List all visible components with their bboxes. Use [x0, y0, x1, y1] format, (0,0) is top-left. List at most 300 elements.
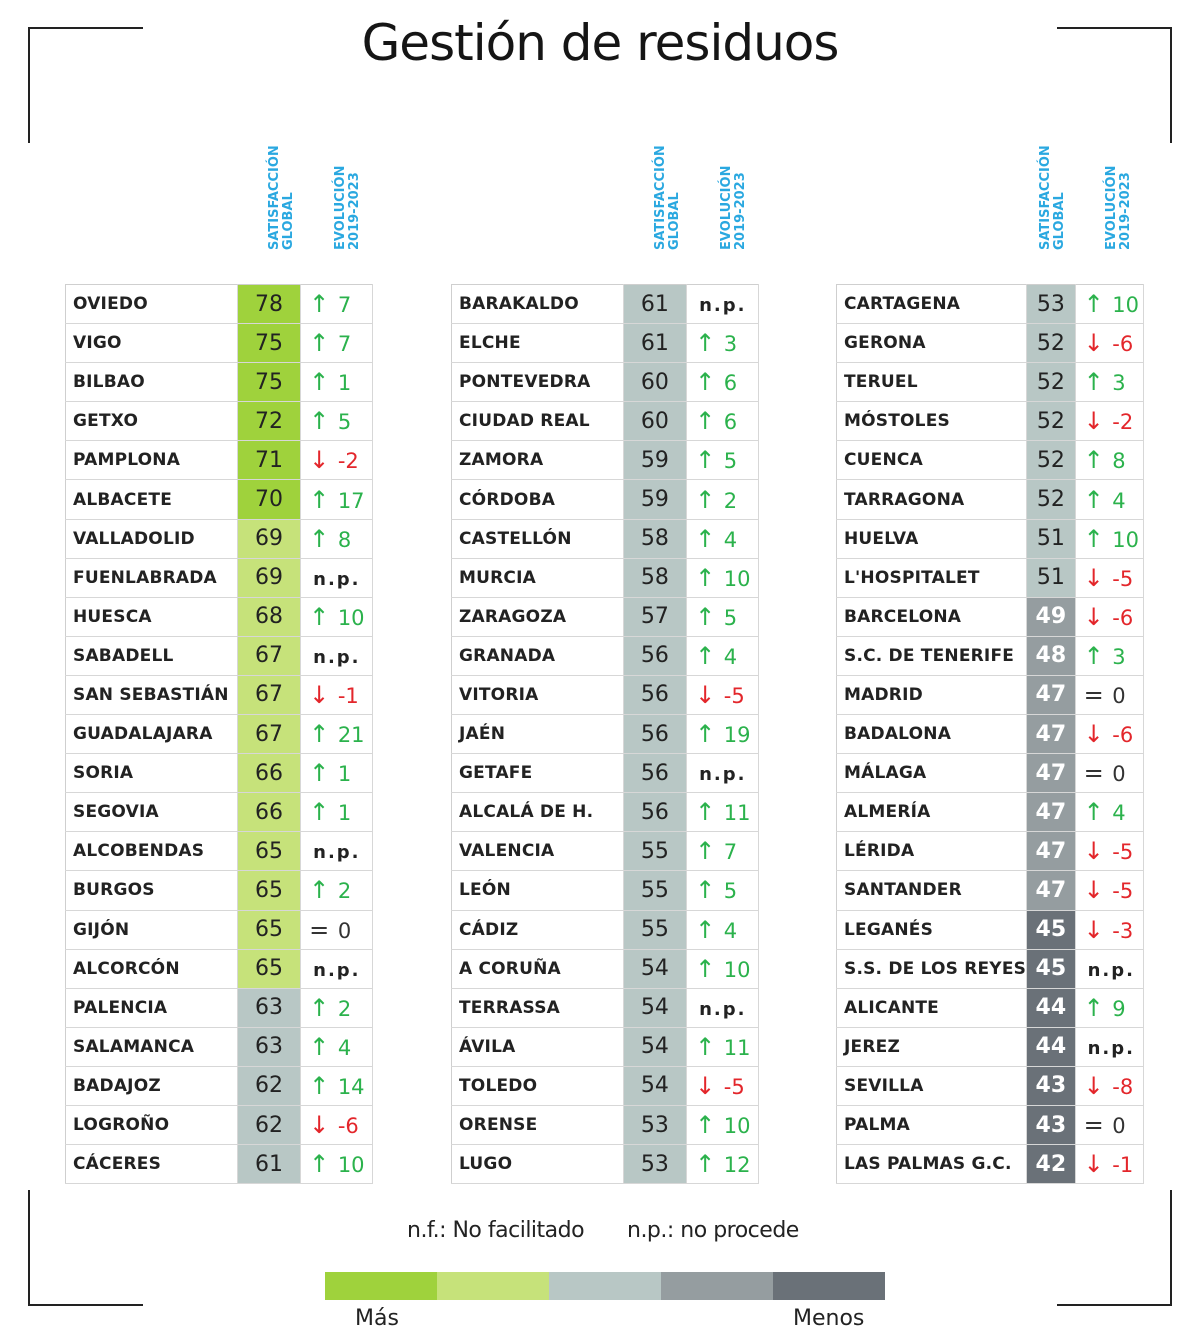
- satisfaction-value: 47: [1027, 675, 1076, 714]
- evolution-value: [1075, 793, 1143, 832]
- arrow-up-icon: ↑: [1083, 641, 1104, 670]
- arrow-up-icon: ↑: [695, 798, 716, 827]
- evolution-value: [1075, 480, 1143, 519]
- arrow-up-icon: ↑: [309, 798, 330, 827]
- table-row: [66, 363, 373, 402]
- arrow-up-icon: ↑: [695, 1111, 716, 1140]
- satisfaction-value: 69: [237, 558, 300, 597]
- table-row: [837, 597, 1144, 636]
- city-name: BARAKALDO: [452, 285, 624, 324]
- arrow-up-icon: ↑: [695, 1150, 716, 1179]
- evolution-number: 10: [717, 957, 751, 982]
- city-name: MÓSTOLES: [837, 402, 1027, 441]
- header-evolution: [689, 150, 751, 278]
- table-row: [66, 910, 373, 949]
- evolution-value: [1075, 1027, 1143, 1066]
- satisfaction-value: 53: [623, 1105, 687, 1144]
- legend-np: n.p.: no procede: [627, 1218, 799, 1243]
- evolution-value: [1075, 675, 1143, 714]
- table-row: [452, 402, 759, 441]
- evolution-value: [687, 793, 759, 832]
- evolution-number: 4: [1105, 801, 1126, 826]
- table-row: [452, 715, 759, 754]
- np-text: n.p.: [699, 998, 747, 1020]
- bracket-bl-v: [28, 1190, 30, 1306]
- satisfaction-value: 55: [623, 832, 687, 871]
- table-row: [452, 832, 759, 871]
- table-row: [837, 715, 1144, 754]
- table-row: [66, 636, 373, 675]
- city-name: ALCOBENDAS: [66, 832, 238, 871]
- satisfaction-value: 71: [237, 441, 300, 480]
- evolution-number: 7: [331, 332, 352, 357]
- header-satisfaction: [623, 145, 685, 278]
- arrow-down-icon: ↓: [1083, 329, 1104, 358]
- evolution-number: 0: [331, 918, 352, 943]
- evolution-number: -6: [1105, 332, 1134, 357]
- evolution-number: 8: [1105, 449, 1126, 474]
- city-name: LÉRIDA: [837, 832, 1027, 871]
- city-name: SEVILLA: [837, 1066, 1027, 1105]
- city-name: GETXO: [66, 402, 238, 441]
- city-name: LEÓN: [452, 871, 624, 910]
- header-evolution: [1074, 150, 1136, 278]
- satisfaction-value: 58: [623, 558, 687, 597]
- table-row: [66, 793, 373, 832]
- evolution-value: [1075, 910, 1143, 949]
- table-row: [837, 402, 1144, 441]
- satisfaction-value: 72: [237, 402, 300, 441]
- satisfaction-value: 57: [623, 597, 687, 636]
- bracket-tr-h: [1057, 27, 1172, 29]
- satisfaction-value: 59: [623, 480, 687, 519]
- header-satisfaction-line: SATISFACCIÓN: [267, 145, 282, 250]
- arrow-down-icon: ↓: [1083, 602, 1104, 631]
- table-row: [452, 363, 759, 402]
- evolution-number: -2: [331, 449, 359, 474]
- arrow-down-icon: ↓: [309, 1111, 330, 1140]
- evolution-number: 4: [1105, 488, 1126, 513]
- bracket-tl-h: [28, 27, 143, 29]
- evolution-value: [687, 636, 759, 675]
- header-evolution-line: EVOLUCIÓN: [333, 165, 348, 250]
- table-row: [837, 1105, 1144, 1144]
- table-row: [66, 754, 373, 793]
- satisfaction-value: 66: [237, 793, 300, 832]
- satisfaction-value: 43: [1027, 1105, 1076, 1144]
- city-name: MÁLAGA: [837, 754, 1027, 793]
- satisfaction-value: 55: [623, 871, 687, 910]
- satisfaction-value: 67: [237, 636, 300, 675]
- satisfaction-value: 65: [237, 949, 300, 988]
- city-name: CÁCERES: [66, 1145, 238, 1184]
- evolution-number: -8: [1105, 1074, 1134, 1099]
- satisfaction-value: 61: [623, 324, 687, 363]
- satisfaction-value: 44: [1027, 1027, 1076, 1066]
- table-row: [452, 793, 759, 832]
- city-name: ALBACETE: [66, 480, 238, 519]
- city-name: S.C. DE TENERIFE: [837, 636, 1027, 675]
- table-row: [452, 480, 759, 519]
- city-name: VIGO: [66, 324, 238, 363]
- table-row: [452, 988, 759, 1027]
- header-evolution-line: EVOLUCIÓN: [1104, 165, 1119, 250]
- evolution-value: [687, 754, 759, 793]
- satisfaction-value: 47: [1027, 871, 1076, 910]
- arrow-down-icon: ↓: [1083, 915, 1104, 944]
- satisfaction-value: 58: [623, 519, 687, 558]
- evolution-value: [301, 1066, 373, 1105]
- satisfaction-value: 52: [1027, 480, 1076, 519]
- city-name: CASTELLÓN: [452, 519, 624, 558]
- evolution-value: [687, 1066, 759, 1105]
- city-name: CUENCA: [837, 441, 1027, 480]
- header-evolution-line: 2019-2023: [347, 172, 362, 250]
- evolution-number: 10: [1105, 527, 1140, 552]
- satisfaction-value: 62: [237, 1066, 300, 1105]
- arrow-down-icon: ↓: [1083, 876, 1104, 905]
- satisfaction-value: 55: [623, 910, 687, 949]
- evolution-number: 0: [1105, 762, 1126, 787]
- bracket-bl-h: [28, 1304, 143, 1306]
- arrow-up-icon: ↑: [1083, 485, 1104, 514]
- evolution-number: 1: [331, 762, 352, 787]
- evolution-number: -5: [717, 683, 745, 708]
- evolution-number: 1: [331, 801, 352, 826]
- scale-label-more: Más: [355, 1306, 399, 1331]
- evolution-number: 19: [717, 723, 751, 748]
- bracket-br-v: [1170, 1190, 1172, 1306]
- city-name: ZARAGOZA: [452, 597, 624, 636]
- table-row: [837, 871, 1144, 910]
- equal-icon: =: [309, 915, 330, 944]
- arrow-up-icon: ↑: [695, 563, 716, 592]
- evolution-value: [687, 480, 759, 519]
- table-row: [452, 910, 759, 949]
- evolution-value: [687, 988, 759, 1027]
- table-row: [66, 558, 373, 597]
- arrow-up-icon: ↑: [1083, 524, 1104, 553]
- evolution-number: 11: [717, 801, 751, 826]
- evolution-number: 4: [331, 1035, 352, 1060]
- table-row: [837, 558, 1144, 597]
- header-satisfaction: [237, 145, 299, 278]
- evolution-value: [1075, 558, 1143, 597]
- city-name: GRANADA: [452, 636, 624, 675]
- satisfaction-value: 56: [623, 793, 687, 832]
- arrow-up-icon: ↑: [309, 329, 330, 358]
- city-name: SAN SEBASTIÁN: [66, 675, 238, 714]
- evolution-value: [1075, 1105, 1143, 1144]
- arrow-down-icon: ↓: [1083, 1071, 1104, 1100]
- satisfaction-value: 44: [1027, 988, 1076, 1027]
- header-evolution-line: 2019-2023: [733, 172, 748, 250]
- city-name: JEREZ: [837, 1027, 1027, 1066]
- satisfaction-value: 47: [1027, 754, 1076, 793]
- city-name: VALLADOLID: [66, 519, 238, 558]
- evolution-value: [1075, 402, 1143, 441]
- evolution-number: 5: [717, 449, 738, 474]
- evolution-number: 7: [331, 293, 352, 318]
- city-name: ALCORCÓN: [66, 949, 238, 988]
- table-row: [837, 832, 1144, 871]
- city-name: CIUDAD REAL: [452, 402, 624, 441]
- table-row: [452, 675, 759, 714]
- arrow-down-icon: ↓: [1083, 837, 1104, 866]
- evolution-value: [301, 988, 373, 1027]
- evolution-value: [301, 636, 373, 675]
- table-row: [837, 754, 1144, 793]
- arrow-up-icon: ↑: [309, 1150, 330, 1179]
- city-name: SALAMANCA: [66, 1027, 238, 1066]
- header-evolution-line: 2019-2023: [1118, 172, 1133, 250]
- city-name: TOLEDO: [452, 1066, 624, 1105]
- city-name: BADAJOZ: [66, 1066, 238, 1105]
- arrow-up-icon: ↑: [695, 837, 716, 866]
- evolution-value: [687, 402, 759, 441]
- evolution-number: -3: [1105, 918, 1134, 943]
- table-row: [837, 441, 1144, 480]
- evolution-number: 7: [717, 840, 738, 865]
- evolution-value: [687, 949, 759, 988]
- arrow-up-icon: ↑: [309, 602, 330, 631]
- satisfaction-value: 65: [237, 871, 300, 910]
- scale-step-2: [437, 1272, 549, 1300]
- evolution-number: -2: [1105, 410, 1134, 435]
- table-row: [66, 832, 373, 871]
- bracket-tl-v: [28, 27, 30, 143]
- satisfaction-value: 75: [237, 324, 300, 363]
- evolution-value: [301, 1027, 373, 1066]
- scale-label-less: Menos: [793, 1306, 865, 1331]
- arrow-up-icon: ↑: [1083, 993, 1104, 1022]
- evolution-value: [1075, 441, 1143, 480]
- satisfaction-value: 56: [623, 675, 687, 714]
- satisfaction-value: 75: [237, 363, 300, 402]
- evolution-value: [687, 871, 759, 910]
- arrow-up-icon: ↑: [695, 407, 716, 436]
- evolution-number: 10: [717, 1114, 751, 1139]
- city-name: LAS PALMAS G.C.: [837, 1145, 1027, 1184]
- arrow-up-icon: ↑: [1083, 446, 1104, 475]
- satisfaction-value: 56: [623, 636, 687, 675]
- scale-step-5: [773, 1272, 885, 1300]
- evolution-value: [301, 715, 373, 754]
- arrow-up-icon: ↑: [1083, 290, 1104, 319]
- arrow-up-icon: ↑: [309, 524, 330, 553]
- ranking-table: [451, 284, 759, 1184]
- arrow-up-icon: ↑: [309, 1032, 330, 1061]
- evolution-number: 10: [717, 566, 751, 591]
- header-satisfaction: [1008, 145, 1070, 278]
- table-row: [66, 597, 373, 636]
- evolution-number: 6: [717, 371, 738, 396]
- arrow-up-icon: ↑: [695, 602, 716, 631]
- equal-icon: =: [1083, 1111, 1104, 1140]
- satisfaction-value: 52: [1027, 363, 1076, 402]
- header-satisfaction-line: SATISFACCIÓN: [653, 145, 668, 250]
- arrow-down-icon: ↓: [695, 680, 716, 709]
- evolution-value: [301, 324, 373, 363]
- satisfaction-value: 56: [623, 754, 687, 793]
- satisfaction-value: 52: [1027, 402, 1076, 441]
- city-name: PONTEVEDRA: [452, 363, 624, 402]
- city-name: GUADALAJARA: [66, 715, 238, 754]
- arrow-up-icon: ↑: [309, 290, 330, 319]
- evolution-number: 11: [717, 1035, 751, 1060]
- page-title: Gestión de residuos: [361, 14, 839, 72]
- evolution-number: 21: [331, 723, 365, 748]
- header-evolution: [303, 150, 365, 278]
- table-row: [452, 871, 759, 910]
- table-row: [66, 715, 373, 754]
- table-row: [837, 1066, 1144, 1105]
- np-text: n.p.: [313, 959, 361, 981]
- city-name: GERONA: [837, 324, 1027, 363]
- table-row: [66, 1066, 373, 1105]
- city-name: HUESCA: [66, 597, 238, 636]
- satisfaction-value: 51: [1027, 558, 1076, 597]
- city-name: TERUEL: [837, 363, 1027, 402]
- arrow-up-icon: ↑: [695, 1032, 716, 1061]
- city-name: ÁVILA: [452, 1027, 624, 1066]
- city-name: MADRID: [837, 675, 1027, 714]
- satisfaction-value: 63: [237, 988, 300, 1027]
- np-text: n.p.: [699, 295, 747, 317]
- city-name: GIJÓN: [66, 910, 238, 949]
- satisfaction-value: 49: [1027, 597, 1076, 636]
- evolution-value: [1075, 519, 1143, 558]
- evolution-value: [687, 441, 759, 480]
- evolution-number: 8: [331, 527, 352, 552]
- arrow-down-icon: ↓: [1083, 1150, 1104, 1179]
- evolution-number: 1: [331, 371, 352, 396]
- table-row: [452, 754, 759, 793]
- arrow-up-icon: ↑: [695, 641, 716, 670]
- table-row: [837, 949, 1144, 988]
- city-name: L'HOSPITALET: [837, 558, 1027, 597]
- city-name: VALENCIA: [452, 832, 624, 871]
- evolution-value: [687, 1145, 759, 1184]
- evolution-number: 2: [331, 996, 352, 1021]
- arrow-up-icon: ↑: [695, 876, 716, 905]
- equal-icon: =: [1083, 759, 1104, 788]
- satisfaction-value: 60: [623, 363, 687, 402]
- city-name: ALICANTE: [837, 988, 1027, 1027]
- city-name: HUELVA: [837, 519, 1027, 558]
- evolution-value: [301, 754, 373, 793]
- scale-step-4: [661, 1272, 773, 1300]
- header-satisfaction-line: GLOBAL: [281, 192, 296, 250]
- satisfaction-value: 54: [623, 1027, 687, 1066]
- evolution-value: [687, 715, 759, 754]
- satisfaction-value: 47: [1027, 715, 1076, 754]
- table-row: [837, 285, 1144, 324]
- evolution-value: [301, 910, 373, 949]
- arrow-down-icon: ↓: [1083, 407, 1104, 436]
- evolution-number: 2: [717, 488, 738, 513]
- evolution-number: 6: [717, 410, 738, 435]
- table-row: [66, 402, 373, 441]
- table-row: [837, 988, 1144, 1027]
- satisfaction-value: 52: [1027, 324, 1076, 363]
- evolution-value: [301, 949, 373, 988]
- satisfaction-value: 47: [1027, 793, 1076, 832]
- satisfaction-value: 54: [623, 988, 687, 1027]
- satisfaction-value: 54: [623, 949, 687, 988]
- arrow-down-icon: ↓: [695, 1071, 716, 1100]
- np-text: n.p.: [1087, 959, 1135, 981]
- evolution-value: [687, 910, 759, 949]
- evolution-value: [687, 363, 759, 402]
- satisfaction-value: 42: [1027, 1145, 1076, 1184]
- city-name: CÁDIZ: [452, 910, 624, 949]
- evolution-value: [1075, 597, 1143, 636]
- satisfaction-value: 61: [623, 285, 687, 324]
- evolution-value: [301, 871, 373, 910]
- table-row: [452, 558, 759, 597]
- city-name: ELCHE: [452, 324, 624, 363]
- arrow-up-icon: ↑: [695, 368, 716, 397]
- arrow-up-icon: ↑: [309, 759, 330, 788]
- evolution-value: [1075, 754, 1143, 793]
- city-name: MURCIA: [452, 558, 624, 597]
- satisfaction-value: 65: [237, 910, 300, 949]
- table-row: [452, 1066, 759, 1105]
- evolution-value: [301, 558, 373, 597]
- arrow-up-icon: ↑: [695, 329, 716, 358]
- table-row: [66, 480, 373, 519]
- evolution-number: 17: [331, 488, 365, 513]
- np-text: n.p.: [313, 568, 361, 590]
- evolution-value: [687, 1105, 759, 1144]
- arrow-down-icon: ↓: [309, 680, 330, 709]
- satisfaction-value: 48: [1027, 636, 1076, 675]
- evolution-value: [1075, 1066, 1143, 1105]
- table-row: [837, 363, 1144, 402]
- satisfaction-value: 51: [1027, 519, 1076, 558]
- table-row: [837, 324, 1144, 363]
- evolution-value: [301, 1105, 373, 1144]
- evolution-value: [1075, 949, 1143, 988]
- evolution-number: 3: [1105, 644, 1126, 669]
- table-row: [452, 636, 759, 675]
- table-row: [66, 441, 373, 480]
- table-row: [452, 285, 759, 324]
- city-name: SEGOVIA: [66, 793, 238, 832]
- arrow-up-icon: ↑: [695, 524, 716, 553]
- satisfaction-value: 67: [237, 675, 300, 714]
- table-row: [66, 324, 373, 363]
- table-row: [837, 910, 1144, 949]
- scale-step-3: [549, 1272, 661, 1300]
- satisfaction-value: 56: [623, 715, 687, 754]
- city-name: PALMA: [837, 1105, 1027, 1144]
- evolution-number: 9: [1105, 996, 1126, 1021]
- city-name: BADALONA: [837, 715, 1027, 754]
- arrow-down-icon: ↓: [1083, 563, 1104, 592]
- arrow-up-icon: ↑: [309, 485, 330, 514]
- city-name: SANTANDER: [837, 871, 1027, 910]
- city-name: LEGANÉS: [837, 910, 1027, 949]
- city-name: ALCALÁ DE H.: [452, 793, 624, 832]
- satisfaction-value: 70: [237, 480, 300, 519]
- evolution-value: [301, 597, 373, 636]
- evolution-value: [301, 793, 373, 832]
- satisfaction-value: 52: [1027, 441, 1076, 480]
- evolution-number: -6: [1105, 605, 1134, 630]
- table-row: [837, 480, 1144, 519]
